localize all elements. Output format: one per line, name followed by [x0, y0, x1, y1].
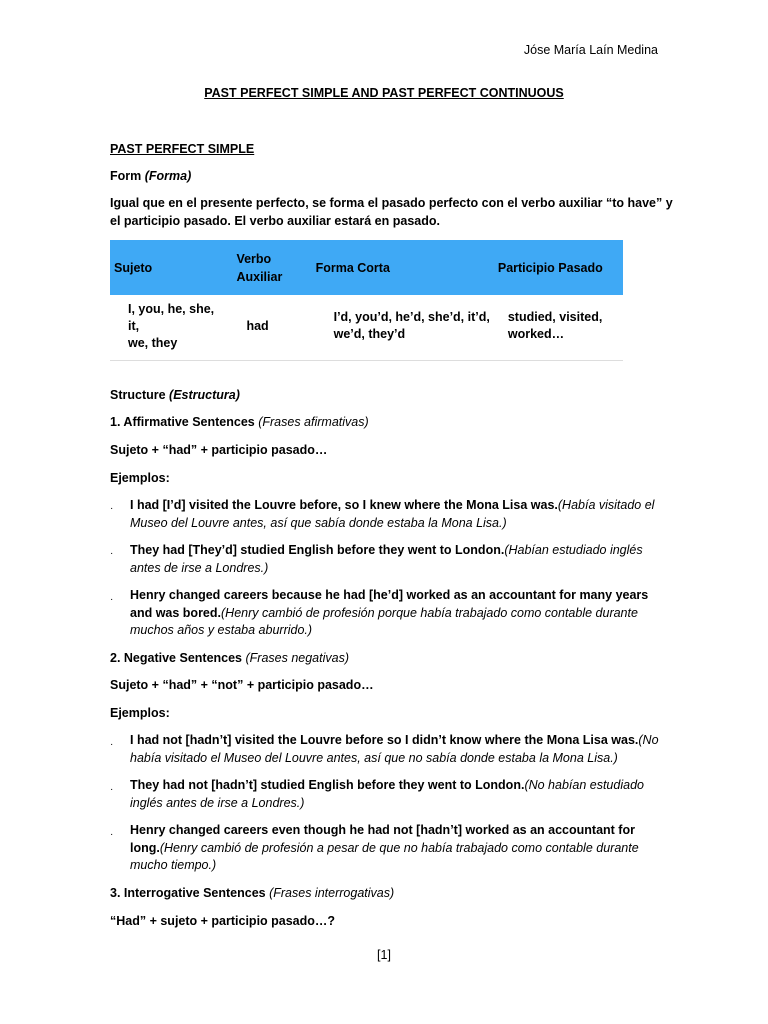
bullet-icon: · — [110, 784, 114, 795]
list-item: They had not [hadn’t] studied English before they went to London.(No habían estudiado inglés antes de irse a Londres.) — [130, 778, 644, 810]
table-header-cell: Forma Corta — [312, 240, 494, 295]
table-cell: I’d, you’d, he’d, she’d, it’d, we’d, they’d — [333, 310, 490, 341]
affirmative-formula: Sujeto + “had” + participio pasado… — [110, 443, 328, 457]
structure-heading — [110, 387, 662, 405]
page-number: [1] — [377, 948, 391, 962]
table-header-cell: Verbo Auxiliar — [232, 240, 311, 295]
author-name: Jóse María Laín Medina — [523, 43, 658, 57]
table-header-row — [110, 240, 623, 295]
document-title: PAST PERFECT SIMPLE AND PAST PERFECT CONTINUOUS — [204, 86, 564, 100]
table-header-cell: Sujeto — [110, 240, 232, 295]
form-table — [110, 240, 623, 357]
bullet-icon: · — [110, 739, 114, 750]
form-heading — [110, 168, 662, 186]
list-item: Henry changed careers even though he had not [hadn’t] worked as an accountant for long.(Henry cambió de profesión a pesar de que no había trabajado como contable durante mucho tiempo.) — [130, 823, 639, 872]
bullet-icon: · — [110, 829, 114, 840]
list-item: I had [I’d] visited the Louvre before, so I knew where the Mona Lisa was.(Había visitado el Museo del Louvre antes, así que sabía donde estaba la Mona Lisa.) — [130, 498, 655, 530]
form-heading-italic: (Forma) — [144, 169, 192, 183]
intro-line: Igual que en el presente perfecto, se forma el pasado perfecto con el verbo auxiliar “to have” y — [110, 196, 673, 210]
list-item: Henry changed careers because he had [he’d] worked as an accountant for many years and was bored.(Henry cambió de profesión porque había trabajado como contable durante muchos años y estaba aburrido.) — [130, 588, 649, 637]
form-heading-label: Form — [110, 169, 145, 183]
table-cell: I, you, he, she, it, we, they — [128, 301, 215, 350]
table-cell: had — [246, 318, 269, 333]
bullet-icon: · — [110, 503, 114, 514]
list-item: I had not [hadn’t] visited the Louvre before so I didn’t know where the Mona Lisa was.(No había visitado el Museo del Louvre antes, así que no sabía donde estaba la Mona Lisa.) — [130, 733, 659, 765]
interrogative-formula: “Had” + sujeto + participio pasado…? — [110, 914, 336, 928]
negative-examples-label: Ejemplos: — [110, 706, 170, 720]
negative-heading: 2. Negative Sentences (Frases negativas) — [110, 651, 349, 665]
negative-formula: Sujeto + “had” + “not” + participio pasado… — [110, 678, 374, 692]
bullet-icon: · — [110, 594, 114, 605]
affirmative-heading: 1. Affirmative Sentences (Frases afirmativas) — [110, 415, 369, 429]
table-divider — [110, 360, 623, 361]
list-item: They had [They’d] studied English before they went to London.(Habían estudiado inglés antes de irse a Londres.) — [130, 543, 643, 575]
affirmative-examples-label: Ejemplos: — [110, 471, 170, 485]
interrogative-heading: 3. Interrogative Sentences (Frases interrogativas) — [110, 886, 395, 900]
intro-line: el participio pasado. El verbo auxiliar estará en pasado. — [110, 213, 440, 228]
table-header-cell: Participio Pasado — [494, 240, 623, 295]
bullet-icon: · — [110, 548, 114, 559]
structure-heading-label: Structure — [110, 388, 170, 402]
table-row — [110, 295, 623, 357]
intro-paragraph — [110, 195, 673, 230]
structure-heading-italic: (Estructura) — [169, 388, 240, 402]
table-cell: studied, visited, worked… — [507, 310, 603, 341]
section-title: PAST PERFECT SIMPLE — [110, 142, 255, 156]
